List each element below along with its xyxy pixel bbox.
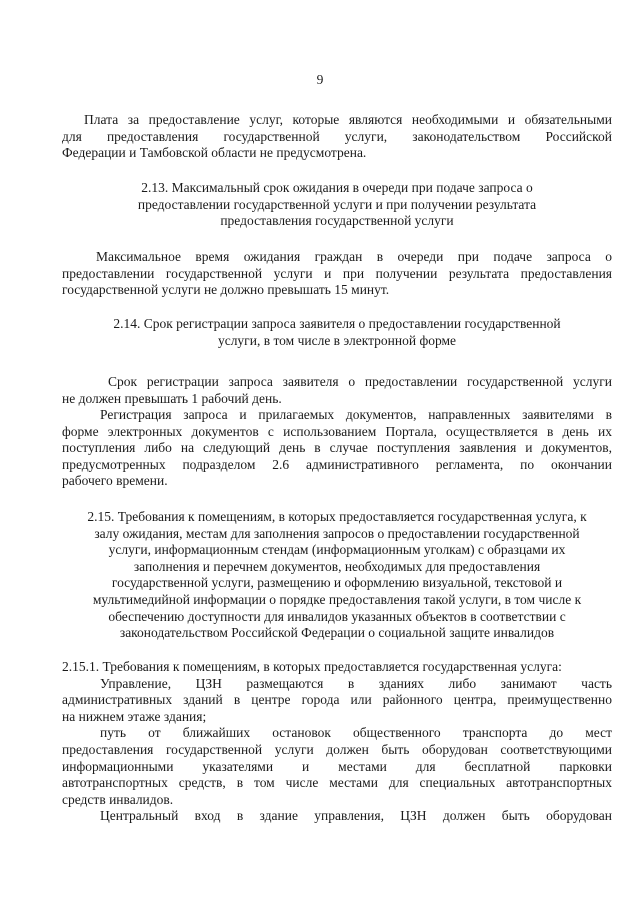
text-line: Центральный вход в здание управления, ЦЗН должен быть оборудован <box>100 808 612 824</box>
heading-line: мультимедийной информации о порядке предоставления такой услуги, в том числе к <box>92 591 582 607</box>
text-line: Федерации и Тамбовской области не предусмотрена. <box>62 145 367 161</box>
heading-line: залу ожидания, местам для заполнения запросов о предоставлении государственной <box>94 525 580 541</box>
heading-line: заполнения и перечнем документов, необходимых для предоставления <box>133 558 541 574</box>
paragraph-2-14-term <box>62 374 612 407</box>
heading-line: 2.15. Требования к помещениям, в которых предоставляется государственная услуга, к <box>87 509 587 524</box>
heading-line: предоставлении государственной услуги и при получении результата <box>137 196 537 212</box>
text-line: не должен превышать 1 рабочий день. <box>62 390 282 406</box>
text-line: предоставления государственной услуги должен быть оборудован соответствующими <box>62 741 612 757</box>
text-line: средств инвалидов. <box>62 791 174 807</box>
paragraph-2-13 <box>62 249 612 299</box>
heading-line: обеспечению доступности для инвалидов указанных объектов в соответствии с <box>108 608 566 624</box>
heading-line: услуги, информационным стендам (информационным уголкам) с образцами их <box>108 542 566 558</box>
text-line: Управление, ЦЗН размещаются в зданиях либо занимают часть <box>100 675 612 691</box>
text-line: предусмотренных подразделом 2.6 административного регламента, по окончании <box>62 456 612 472</box>
heading-line: предоставления государственной услуги <box>220 213 454 229</box>
text-line: Плата за предоставление услуг, которые являются необходимыми и обязательными <box>84 112 612 127</box>
text-line: рабочего времени. <box>62 473 168 489</box>
paragraph-fee <box>62 112 612 162</box>
paragraph-2-14-registration <box>62 407 612 490</box>
heading-line: 2.14. Срок регистрации запроса заявителя о предоставлении государственной <box>113 316 561 331</box>
text-line: предоставлении государственной услуги и при получении результата предоставления <box>62 265 612 281</box>
heading-line: законодательством Российской Федерации о социальной защите инвалидов <box>119 625 555 641</box>
text-line: Максимальное время ожидания граждан в очереди при подаче запроса о <box>96 249 612 264</box>
text-line: Регистрация запроса и прилагаемых документов, направленных заявителями в <box>100 407 612 422</box>
heading-2-15 <box>62 509 612 642</box>
text-line: информационными указателями и местами для бесплатной парковки <box>62 758 612 774</box>
page-number: 9 <box>316 72 324 87</box>
text-line: административных зданий в центре города или районного центра, преимущественно <box>62 692 612 708</box>
text-line: на нижнем этаже здания; <box>62 708 207 724</box>
text-line: автотранспортных средств, в том числе местами для специальных автотранспортных <box>62 775 612 791</box>
text-line: 2.15.1. Требования к помещениям, в которых предоставляется государственная услуга: <box>62 659 562 674</box>
text-line: форме электронных документов с использованием Портала, осуществляется в день их <box>62 423 612 439</box>
text-line: поступления либо на следующий день в случае поступления заявления и документов, <box>62 440 612 456</box>
heading-line: государственной услуги, размещению и оформлению визуальной, текстовой и <box>111 575 563 591</box>
text-line: государственной услуги не должно превышать 15 минут. <box>62 282 390 298</box>
heading-2-13 <box>62 180 612 230</box>
text-line: Срок регистрации запроса заявителя о предоставлении государственной услуги <box>108 374 612 389</box>
text-line: для предоставления государственной услуги, законодательством Российской <box>62 128 612 144</box>
heading-line: 2.13. Максимальный срок ожидания в очереди при подаче запроса о <box>141 180 533 195</box>
paragraph-2-15-1 <box>62 659 612 825</box>
heading-line: услуги, в том числе в электронной форме <box>217 332 457 348</box>
heading-2-14 <box>62 316 612 349</box>
text-line: путь от ближайших остановок общественного транспорта до мест <box>100 725 612 741</box>
